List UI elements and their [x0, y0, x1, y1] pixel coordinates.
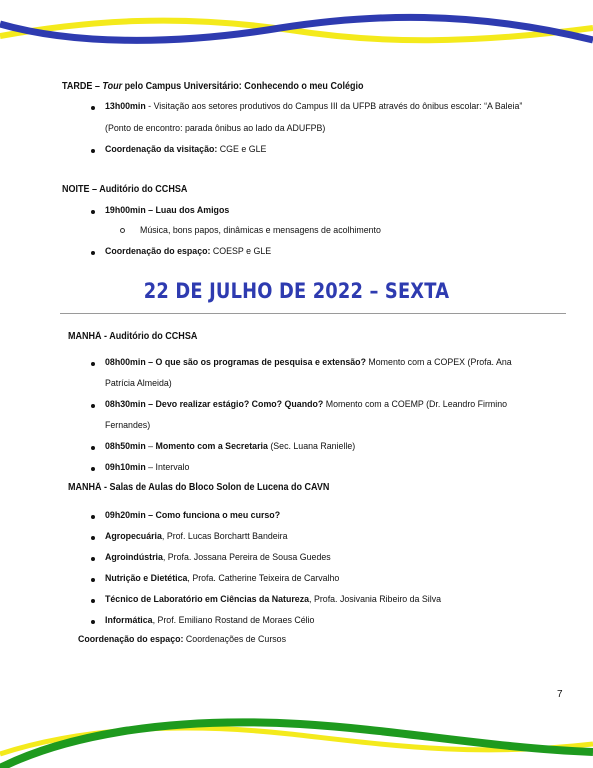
manha1-item-coemp: 08h30min – Devo realizar estágio? Como? Quando? Momento com a COEMP (Dr. Leandro Firmino: [105, 399, 508, 410]
noite-subitem: Música, bons papos, dinâmicas e mensagens de acolhimento: [140, 225, 381, 236]
bullet-icon: [91, 578, 95, 582]
page-number: 7: [557, 689, 563, 700]
tarde-item-visit: 13h00min - Visitação aos setores produtivos do Campus III da UFPB através do ônibus escolar: “A Baleia”: [105, 101, 523, 112]
manha2-item-agroindustria: Agroindústria, Profa. Jossana Pereira de Sousa Guedes: [105, 552, 331, 563]
bullet-icon: [91, 149, 95, 153]
noite-item-coord: Coordenação do espaço: COESP e GLE: [105, 246, 272, 257]
manha1-item-intervalo: 09h10min – Intervalo: [105, 462, 190, 473]
bullet-icon: [91, 515, 95, 519]
bottom-wave-decoration: [0, 708, 593, 768]
bullet-icon: [91, 467, 95, 471]
manha2-item-nutricao: Nutrição e Dietética, Profa. Catherine Teixeira de Carvalho: [105, 573, 340, 584]
bullet-icon: [91, 536, 95, 540]
manha-salas-heading: MANHÃ - Salas de Aulas do Bloco Solon de Lucena do CAVN: [68, 482, 330, 493]
day-title: 22 DE JULHO DE 2022 – SEXTA: [143, 279, 450, 303]
bullet-icon: [91, 599, 95, 603]
bullet-icon: [91, 446, 95, 450]
bullet-icon: [91, 106, 95, 110]
manha1-item-secretaria: 08h50min – Momento com a Secretaria (Sec. Luana Ranielle): [105, 441, 356, 452]
manha1-item-copex-cont: Patrícia Almeida): [105, 378, 172, 389]
manha1-item-coemp-cont: Fernandes): [105, 420, 151, 431]
bullet-icon: [91, 404, 95, 408]
bullet-icon: [91, 210, 95, 214]
manha2-item-laboratorio: Técnico de Laboratório em Ciências da Natureza, Profa. Josivania Ribeiro da Silva: [105, 594, 442, 605]
circle-bullet-icon: [120, 228, 125, 233]
tarde-item-visit-cont: (Ponto de encontro: parada ônibus ao lado da ADUFPB): [105, 123, 326, 134]
divider-line: [60, 313, 566, 314]
manha2-item-informatica: Informática, Prof. Emiliano Rostand de Moraes Célio: [105, 615, 315, 626]
noite-heading: NOITE – Auditório do CCHSA: [62, 184, 188, 195]
manha-auditorio-heading: MANHÃ - Auditório do CCHSA: [68, 331, 198, 342]
bullet-icon: [91, 362, 95, 366]
manha2-item-curso: 09h20min – Como funciona o meu curso?: [105, 510, 281, 521]
tarde-heading: TARDE – Tour pelo Campus Universitário: Conhecendo o meu Colégio: [62, 81, 364, 92]
bullet-icon: [91, 557, 95, 561]
manha2-coord: Coordenação do espaço: Coordenações de Cursos: [78, 634, 287, 645]
manha2-item-agropecuaria: Agropecuária, Prof. Lucas Borchartt Bandeira: [105, 531, 288, 542]
tarde-item-coord: Coordenação da visitação: CGE e GLE: [105, 144, 267, 155]
noite-item-luau: 19h00min – Luau dos Amigos: [105, 205, 230, 216]
bullet-icon: [91, 620, 95, 624]
manha1-item-copex: 08h00min – O que são os programas de pesquisa e extensão? Momento com a COPEX (Profa. Ana: [105, 357, 512, 368]
bullet-icon: [91, 251, 95, 255]
